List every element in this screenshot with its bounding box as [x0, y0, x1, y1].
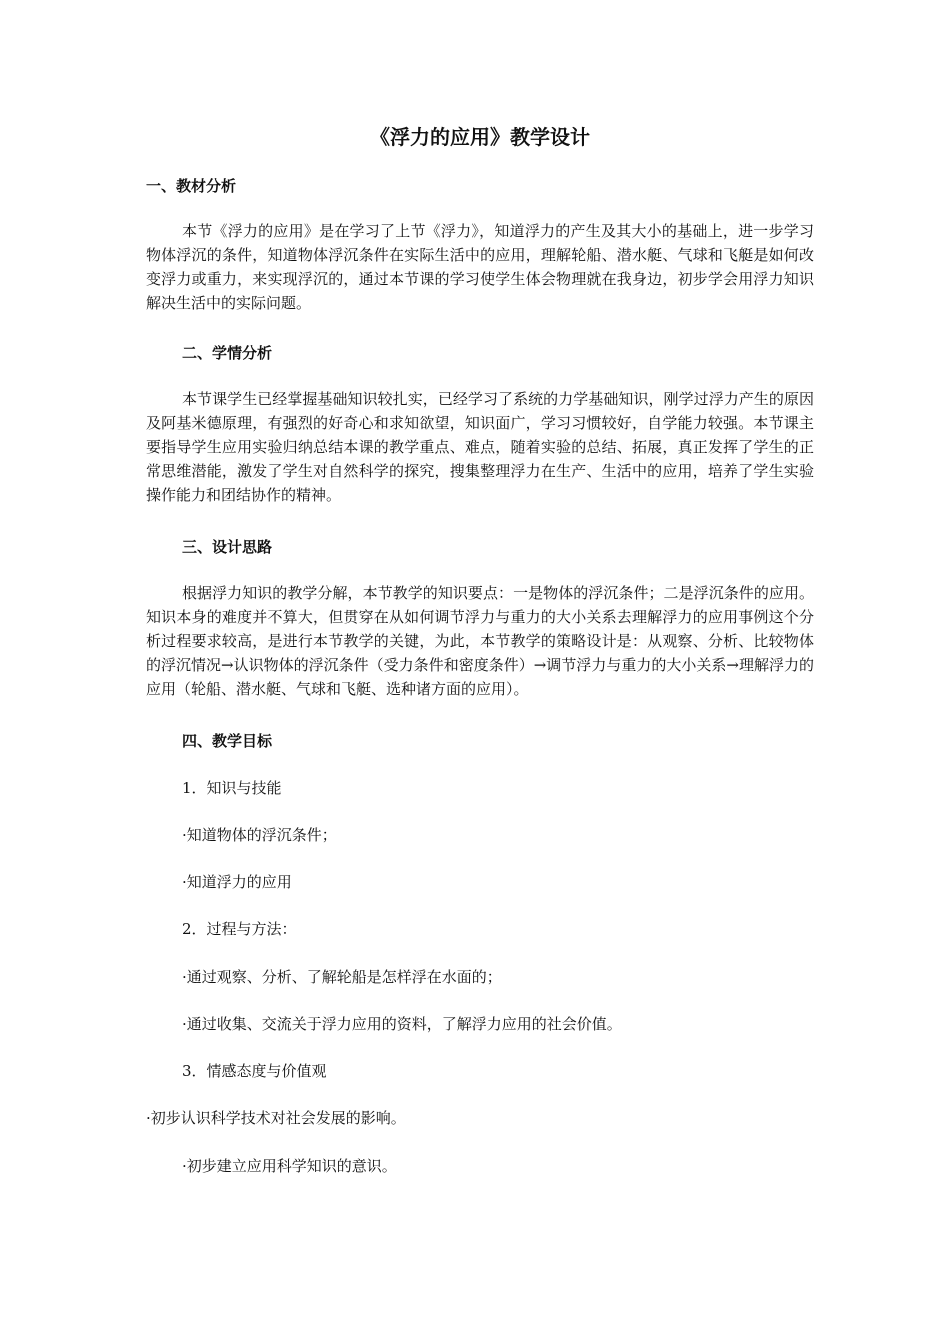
goal-item: ·通过收集、交流关于浮力应用的资料，了解浮力应用的社会价值。: [182, 1015, 622, 1033]
goal-item: ·通过观察、分析、了解轮船是怎样浮在水面的；: [182, 968, 502, 986]
goal-item: ·初步建立应用科学知识的意识。: [182, 1157, 397, 1175]
section-heading-textbook-analysis: 一、教材分析: [146, 177, 237, 195]
section-body-design-idea: 根据浮力知识的教学分解，本节教学的知识要点：一是物体的浮沉条件；二是浮沉条件的应用。知识本身的难度并不算大，但贯穿在从如何调节浮力与重力的大小关系去理解浮力的应用事例这个分析过程要求较高，是进行本节教学的关键，为此，本节教学的策略设计是：从观察、分析、比较物体的浮沉情况→认识物体的浮沉条件（受力条件和密度条件）→调节浮力与重力的大小关系→理解浮力的应用（轮船、潜水艇、气球和飞艇、选种诸方面的应用）。: [146, 584, 814, 698]
document-title: 《浮力的应用》教学设计: [370, 125, 590, 149]
goal-item: ·知道浮力的应用: [182, 873, 292, 891]
goal-item: 1．知识与技能: [182, 779, 282, 797]
section-heading-teaching-goals: 四、教学目标: [182, 732, 273, 750]
section-body-student-analysis: 本节课学生已经掌握基础知识较扎实，已经学习了系统的力学基础知识，刚学过浮力产生的原因及阿基米德原理，有强烈的好奇心和求知欲望，知识面广，学习习惯较好，自学能力较强。本节课主要指导学生应用实验归纳总结本课的教学重点、难点，随着实验的总结、拓展，真正发挥了学生的正常思维潜能，激发了学生对自然科学的探究，搜集整理浮力在生产、生活中的应用，培养了学生实验操作能力和团结协作的精神。: [146, 390, 814, 504]
goal-item: ·初步认识科学技术对社会发展的影响。: [146, 1109, 406, 1127]
section-heading-design-idea: 三、设计思路: [182, 538, 273, 556]
section-body-textbook-analysis: 本节《浮力的应用》是在学习了上节《浮力》，知道浮力的产生及其大小的基础上，进一步学习物体浮沉的条件，知道物体浮沉条件在实际生活中的应用，理解轮船、潜水艇、气球和飞艇是如何改变浮力或重力，来实现浮沉的，通过本节课的学习使学生体会物理就在我身边，初步学会用浮力知识解决生活中的实际问题。: [146, 222, 814, 312]
goal-item: ·知道物体的浮沉条件；: [182, 826, 337, 844]
section-heading-student-analysis: 二、学情分析: [182, 344, 273, 362]
goal-item: 2．过程与方法：: [182, 920, 297, 938]
goal-item: 3．情感态度与价值观: [182, 1062, 327, 1080]
